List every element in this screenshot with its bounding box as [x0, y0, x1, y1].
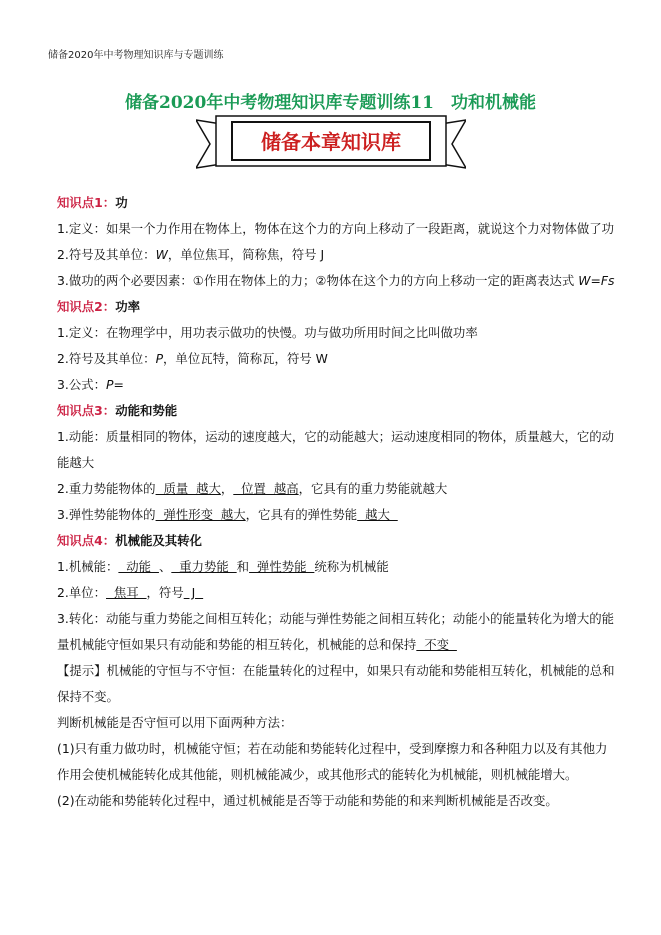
- s2-line-1: 1.定义：在物理学中，用功表示做功的快慢。功与做功所用时间之比叫做功率: [57, 325, 478, 340]
- section-1-heading: 知识点1：功: [57, 195, 128, 210]
- s1-line-2: 2.符号及其单位：W，单位焦耳，简称焦，符号 J: [57, 247, 325, 262]
- s3-line-3: 3.弹性势能物体的 弹性形变 越大，它具有的弹性势能 越大: [57, 507, 398, 522]
- s4-method-1: (1)只有重力做功时，机械能守恒；若在动能和势能转化过程中，受到摩擦力和各种阻力以及有其他力作用会使机械能转化成其他能，则机械能减少，或其他形式的能转化为机械能，则机械能增大。: [57, 741, 608, 782]
- s3-line-1: 1.动能：质量相同的物体，运动的速度越大，它的动能越大；运动速度相同的物体，质量越大，它的动能越大: [57, 429, 615, 470]
- s2-line-3: 3.公式：P=: [57, 377, 124, 392]
- s4-method-2: (2)在动能和势能转化过程中，通过机械能是否等于动能和势能的和来判断机械能是否改变。: [57, 793, 558, 808]
- s4-tip: 【提示】机械能的守恒与不守恒：在能量转化的过程中，如果只有动能和势能相互转化，机械能的总和保持不变。: [57, 663, 615, 704]
- section-3-heading: 知识点3：动能和势能: [57, 403, 178, 418]
- page-header: 储备2020年中考物理知识库与专题训练: [48, 50, 224, 61]
- page-title: 储备2020年中考物理知识库专题训练11 功和机械能: [125, 93, 536, 113]
- s1-line-3: 3.做功的两个必要因素：①作用在物体上的力；②物体在这个力的方向上移动一定的距离表达式 W=Fs: [57, 273, 615, 288]
- s3-line-2: 2.重力势能物体的 质量 越大， 位置 越高，它具有的重力势能就越大: [57, 481, 448, 496]
- s4-line-2: 2.单位： 焦耳 ，符号 J: [57, 585, 204, 600]
- content: [57, 190, 617, 814]
- s4-judge: 判断机械能是否守恒可以用下面两种方法：: [57, 715, 293, 730]
- section-4-heading: 知识点4：机械能及其转化: [57, 533, 202, 548]
- banner-text: 储备本章知识库: [261, 130, 401, 154]
- ribbon-banner: [196, 112, 466, 172]
- section-2-heading: 知识点2：功率: [57, 299, 140, 314]
- s2-line-2: 2.符号及其单位：P，单位瓦特，简称瓦，符号 W: [57, 351, 328, 366]
- s4-line-1: 1.机械能： 动能 、 重力势能 和 弹性势能 统称为机械能: [57, 559, 389, 574]
- s4-line-3: 3.转化：动能与重力势能之间相互转化；动能与弹性势能之间相互转化；动能小的能量转化为增大的能量机械能守恒如果只有动能和势能的相互转化，机械能的总和保持 不变: [57, 611, 615, 652]
- s1-line-1: 1.定义：如果一个力作用在物体上，物体在这个力的方向上移动了一段距离，就说这个力对物体做了功: [57, 221, 615, 236]
